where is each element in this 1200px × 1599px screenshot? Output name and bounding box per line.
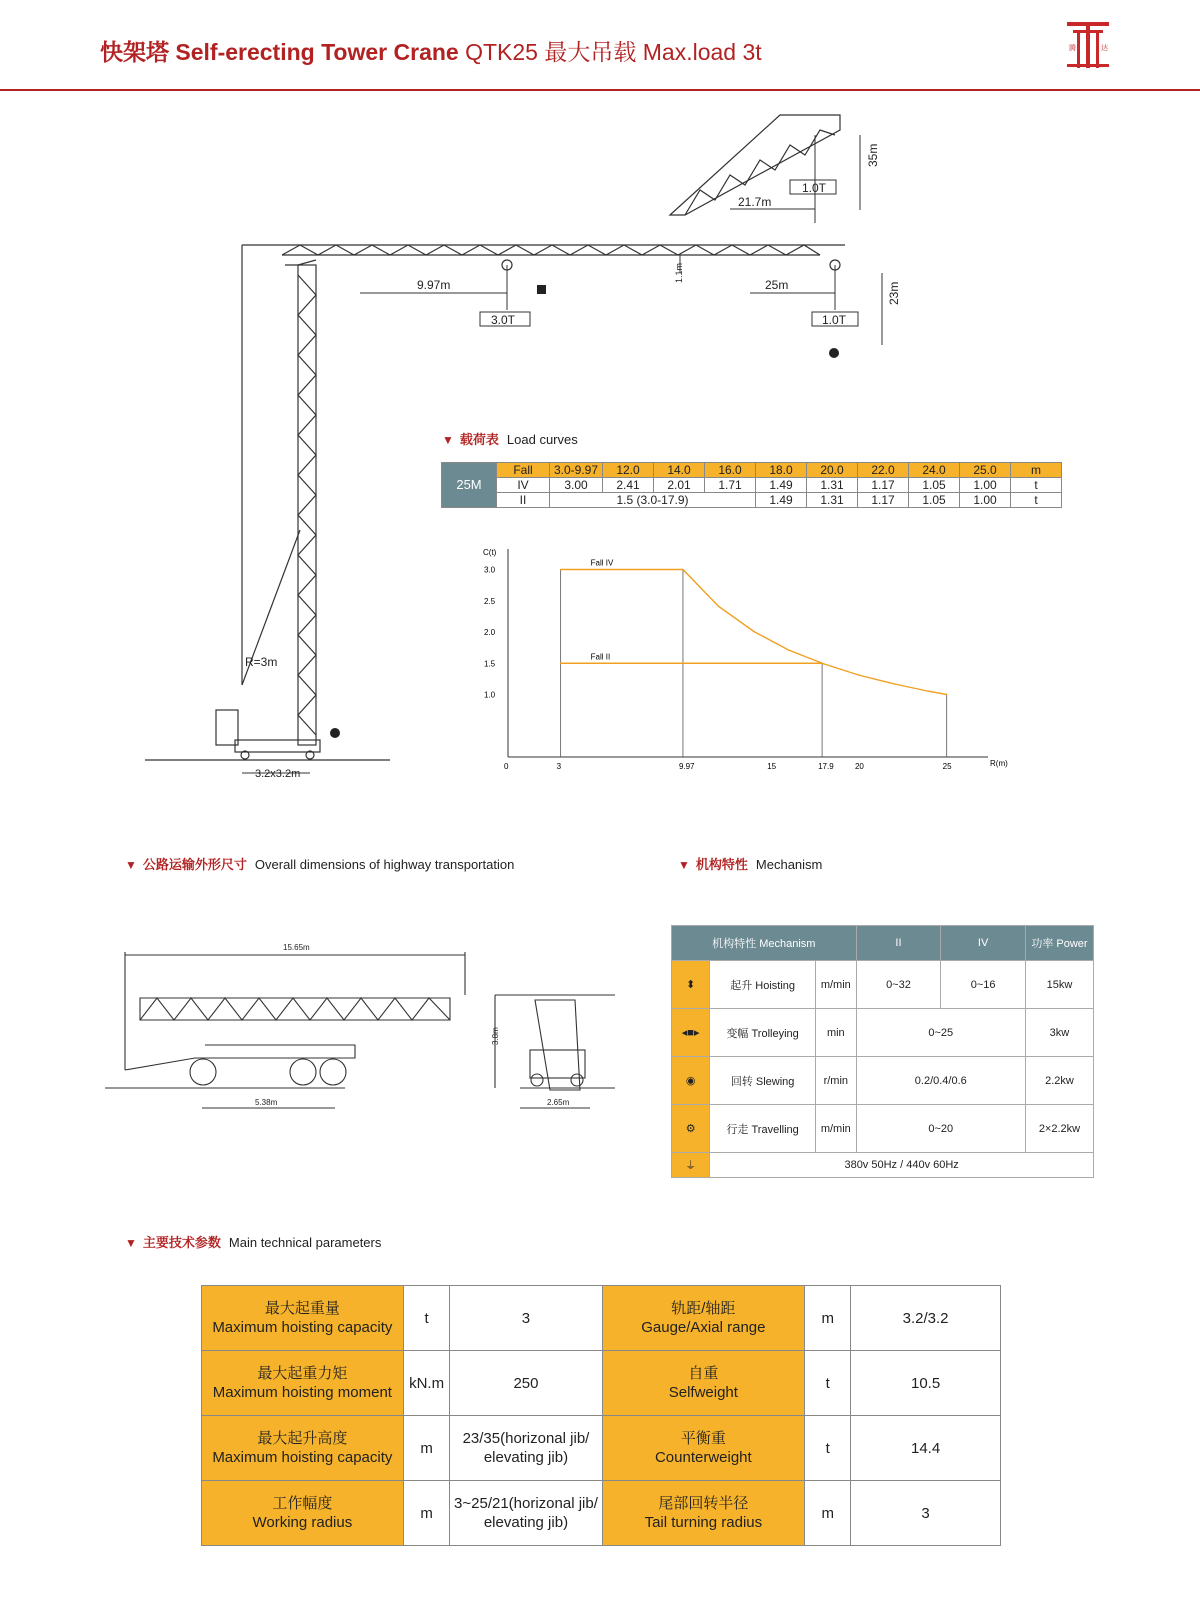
- transport-section-heading: [125, 854, 514, 873]
- chart-point: [682, 569, 684, 571]
- dim-1t-upper: 1.0T: [802, 181, 827, 195]
- load-cell: 3.00: [550, 478, 603, 493]
- transport-section-cn: 公路运输外形尺寸: [142, 857, 247, 872]
- load-cell: 1.05: [909, 493, 960, 508]
- dim-r-3m: R=3m: [245, 655, 278, 669]
- chart-point: [893, 683, 895, 685]
- chart-y-tick: 2.5: [484, 596, 496, 606]
- param-label-en: Tail turning radius: [644, 1514, 763, 1531]
- title-maxload-en: Max.load 3t: [642, 39, 762, 65]
- chart-point: [823, 663, 825, 665]
- load-header-cell: 3.0-9.97: [550, 463, 603, 478]
- dim-1-1m: 1.1m: [674, 262, 684, 283]
- section-marker-icon: ▼: [125, 858, 137, 872]
- param-label: [202, 1416, 404, 1481]
- chart-point: [560, 662, 562, 664]
- mech-head-cell: 功率 Power: [1025, 926, 1093, 961]
- param-label: [602, 1481, 805, 1546]
- load-cell: 1.31: [807, 478, 858, 493]
- load-header-cell: 20.0: [807, 463, 858, 478]
- header-divider: [0, 89, 1200, 91]
- param-label: [202, 1481, 404, 1546]
- logo-text-left: 腾: [1069, 45, 1076, 52]
- mech-span: 0~25: [856, 1009, 1025, 1057]
- mech-head-cell: II: [856, 926, 941, 961]
- param-label-cn: 平衡重: [680, 1430, 726, 1447]
- transport-drawing: [105, 940, 625, 1120]
- chart-x-tick: 9.97: [678, 762, 695, 771]
- mechanism-section-cn: 机构特性: [695, 857, 748, 872]
- load-header-cell: 25.0: [960, 463, 1011, 478]
- param-value: 14.4: [851, 1416, 1001, 1481]
- dim-35m: 35m: [866, 143, 880, 167]
- logo-text-right: 达: [1101, 45, 1108, 52]
- chart-y-tick: 1.5: [484, 659, 496, 669]
- load-cell: 1.17: [858, 478, 909, 493]
- trolleying-icon: ◂■▸: [672, 1009, 710, 1057]
- dim-base: 3.2x3.2m: [255, 768, 301, 780]
- param-label-en: Maximum hoisting moment: [212, 1384, 392, 1401]
- mech-name: 回转 Slewing: [710, 1057, 816, 1105]
- param-value: 250: [450, 1351, 602, 1416]
- mechanism-section-en: Mechanism: [755, 857, 823, 872]
- chart-y-label: C(t): [483, 548, 497, 557]
- load-cell: 1.17: [858, 493, 909, 508]
- param-label-en: Selfweight: [668, 1384, 738, 1401]
- param-label: [202, 1286, 404, 1351]
- slewing-icon: [330, 728, 340, 738]
- param-label-cn: 最大起重力矩: [257, 1365, 348, 1382]
- chart-point: [718, 606, 720, 608]
- chart-point: [928, 691, 930, 693]
- load-cell: 1.05: [909, 478, 960, 493]
- load-header-cell: 24.0: [909, 463, 960, 478]
- param-unit: t: [805, 1416, 851, 1481]
- mech-unit: m/min: [815, 1105, 856, 1153]
- load-cell: 1.49: [756, 478, 807, 493]
- load-section-cn: 载荷表: [459, 432, 499, 447]
- mechanism-section-heading: [678, 854, 822, 873]
- chart-point: [560, 569, 562, 571]
- mech-unit: m/min: [815, 961, 856, 1009]
- chart-x-tick: 15: [767, 762, 777, 771]
- params-section-heading: [125, 1232, 381, 1251]
- hoisting-icon: ⬍: [672, 961, 710, 1009]
- chart-x-tick: 0: [504, 762, 509, 771]
- load-cell: 1.49: [756, 493, 807, 508]
- param-value: 3: [851, 1481, 1001, 1546]
- mech-name: 行走 Travelling: [710, 1105, 816, 1153]
- mech-power: 3kw: [1025, 1009, 1093, 1057]
- load-header-cell: 16.0: [705, 463, 756, 478]
- param-unit: t: [403, 1286, 450, 1351]
- chart-y-tick: 3.0: [484, 565, 496, 575]
- load-cell: t: [1011, 493, 1062, 508]
- param-label: [202, 1351, 404, 1416]
- params-section-cn: 主要技术参数: [142, 1235, 221, 1250]
- chart-x-tick: 17.9: [818, 762, 834, 771]
- param-unit: kN.m: [403, 1351, 450, 1416]
- param-label: [602, 1416, 805, 1481]
- chart-y-tick: 1.0: [484, 690, 496, 700]
- chart-x-tick: 20: [854, 762, 864, 771]
- load-header-cell: 14.0: [654, 463, 705, 478]
- hoist-icon: [829, 348, 839, 358]
- param-label-en: Counterweight: [654, 1449, 752, 1466]
- load-cell: 1.71: [705, 478, 756, 493]
- param-unit: t: [805, 1351, 851, 1416]
- section-marker-icon: ▼: [678, 858, 690, 872]
- param-unit: m: [805, 1481, 851, 1546]
- dim-1t-lower: 1.0T: [822, 313, 847, 327]
- load-header-cell: 22.0: [858, 463, 909, 478]
- mech-name: 起升 Hoisting: [710, 961, 816, 1009]
- chart-point: [858, 674, 860, 676]
- load-section-en: Load curves: [506, 432, 578, 447]
- mech-iv: 0~16: [941, 961, 1026, 1009]
- param-label-en: Gauge/Axial range: [641, 1319, 766, 1336]
- load-cell: 2.41: [603, 478, 654, 493]
- chart-x-tick: 25: [942, 762, 952, 771]
- param-value: 10.5: [851, 1351, 1001, 1416]
- load-cell: IV: [497, 478, 550, 493]
- load-header-cell: 12.0: [603, 463, 654, 478]
- param-label-en: Maximum hoisting capacity: [212, 1319, 393, 1336]
- brand-logo: [1063, 20, 1113, 70]
- mech-head-cell: IV: [941, 926, 1026, 961]
- section-marker-icon: ▼: [442, 433, 454, 447]
- load-header-cell: Fall: [497, 463, 550, 478]
- title-model: QTK25: [465, 39, 538, 65]
- power-supply: 380v 50Hz / 440v 60Hz: [710, 1153, 1094, 1178]
- load-table: [441, 462, 1062, 508]
- param-label-en: Working radius: [252, 1514, 353, 1531]
- mech-power: 15kw: [1025, 961, 1093, 1009]
- load-cell: II: [497, 493, 550, 508]
- mech-unit: min: [815, 1009, 856, 1057]
- param-value: 3~25/21(horizonal jib/ elevating jib): [450, 1481, 602, 1546]
- load-cell: 1.00: [960, 478, 1011, 493]
- mechanism-table: [671, 925, 1094, 1178]
- param-unit: m: [403, 1481, 450, 1546]
- mech-span: 0.2/0.4/0.6: [856, 1057, 1025, 1105]
- load-cell-span: 1.5 (3.0-17.9): [550, 493, 756, 508]
- chart-y-tick: 2.0: [484, 628, 496, 637]
- param-label-en: Maximum hoisting capacity: [212, 1449, 393, 1466]
- load-curve-chart: [478, 545, 1008, 785]
- param-label-cn: 工作幅度: [272, 1495, 333, 1512]
- load-cell: 1.31: [807, 493, 858, 508]
- param-label: [602, 1286, 805, 1351]
- mech-power: 2.2kw: [1025, 1057, 1093, 1105]
- transport-wheelbase: 5.38m: [255, 1098, 278, 1107]
- param-unit: m: [805, 1286, 851, 1351]
- page-title: [100, 34, 762, 67]
- title-cn: 快架塔: [100, 39, 169, 65]
- transport-width: 2.65m: [547, 1098, 570, 1107]
- param-label-cn: 轨距/轴距: [671, 1300, 736, 1317]
- load-cell: 1.00: [960, 493, 1011, 508]
- param-label-cn: 最大起升高度: [257, 1430, 348, 1447]
- chart-x-tick: 3: [556, 762, 562, 771]
- chart-legend-label: Fall II: [590, 652, 611, 662]
- dim-25m: 25m: [765, 278, 789, 292]
- dim-21-7m: 21.7m: [738, 195, 772, 209]
- load-section-heading: [442, 429, 578, 448]
- param-label-cn: 尾部回转半径: [658, 1495, 749, 1512]
- load-table-row-label: 25M: [442, 463, 497, 508]
- load-header-cell: m: [1011, 463, 1062, 478]
- chart-point: [946, 694, 948, 696]
- load-header-cell: 18.0: [756, 463, 807, 478]
- title-maxload-cn: 最大吊载: [544, 39, 637, 65]
- param-label: [602, 1351, 805, 1416]
- chart-point: [753, 631, 755, 633]
- transport-height: 3.8m: [491, 1027, 500, 1045]
- param-unit: m: [403, 1416, 450, 1481]
- section-marker-icon: ▼: [125, 1236, 137, 1250]
- param-value: 23/35(horizonal jib/ elevating jib): [450, 1416, 602, 1481]
- mech-span: 0~20: [856, 1105, 1025, 1153]
- chart-legend-label: Fall IV: [590, 558, 614, 568]
- title-en: Self-erecting Tower Crane: [175, 39, 459, 65]
- param-value: 3.2/3.2: [851, 1286, 1001, 1351]
- chart-x-label: R(m): [990, 759, 1008, 768]
- transport-section-en: Overall dimensions of highway transportation: [254, 857, 515, 872]
- mech-unit: r/min: [815, 1057, 856, 1105]
- mech-head-cell: 机构特性 Mechanism: [672, 926, 857, 961]
- mech-ii: 0~32: [856, 961, 941, 1009]
- load-cell: 2.01: [654, 478, 705, 493]
- chart-point: [788, 649, 790, 651]
- power-plug-icon: ⏚: [672, 1153, 710, 1178]
- travelling-icon: ⚙: [672, 1105, 710, 1153]
- transport-length: 15.65m: [283, 943, 310, 952]
- load-cell: t: [1011, 478, 1062, 493]
- trolley-icon: [537, 285, 546, 294]
- param-value: 3: [450, 1286, 602, 1351]
- param-label-cn: 自重: [688, 1365, 719, 1382]
- mech-power: 2×2.2kw: [1025, 1105, 1093, 1153]
- dim-3t: 3.0T: [491, 313, 516, 327]
- params-section-en: Main technical parameters: [228, 1235, 382, 1250]
- params-table: [201, 1285, 1001, 1546]
- param-label-cn: 最大起重量: [264, 1300, 340, 1317]
- chart-point: [821, 662, 823, 664]
- dim-9-97m: 9.97m: [417, 278, 451, 292]
- slewing-icon: ◉: [672, 1057, 710, 1105]
- mech-name: 变幅 Trolleying: [710, 1009, 816, 1057]
- dim-23m: 23m: [887, 281, 901, 305]
